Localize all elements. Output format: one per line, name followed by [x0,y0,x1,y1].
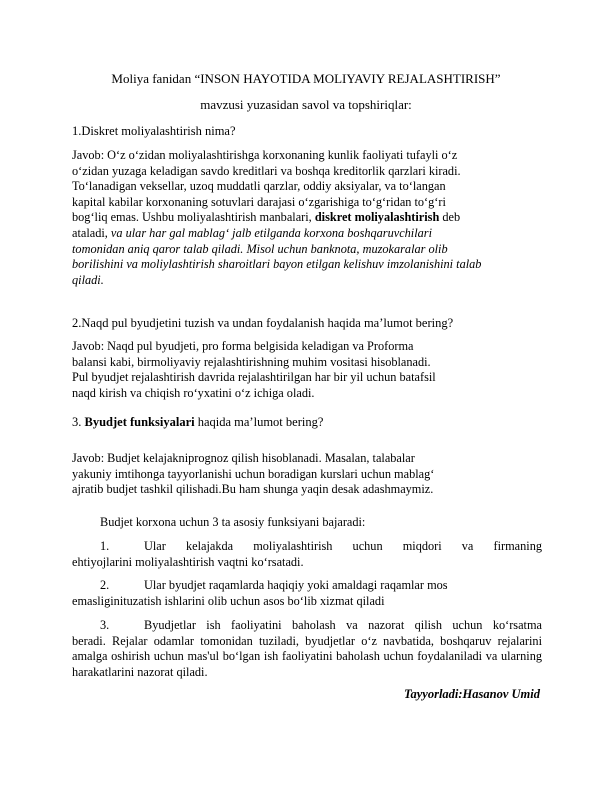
term-diskret-moliyalashtirish: diskret moliyalashtirish [314,210,440,225]
answer-3 [72,451,542,498]
answer-2-line: naqd kirish va chiqish ro‘yxatini o‘z ichiga oladi. [72,385,315,400]
answer-1-text: bog‘liq emas. Ushbu moliyalashtirish manbalari, [72,210,315,225]
answer-1-text: deb [439,210,461,225]
answer-1-italic: va ular har gal mablag‘ jalb etilganda korxona boshqaruvchilari [110,225,432,240]
answer-1-line [72,210,542,226]
answer-1-italic: qiladi. [72,272,104,287]
answer-1-line: Javob: O‘z o‘zidan moliyalashtirishga korxonaning kunlik faoliyati tufayli o‘z [72,148,458,162]
function-item-first-line [72,578,542,594]
title-line-1: Moliya fanidan “INSON HAYOTIDA MOLIYAVIY REJALASHTIRISH” [111,71,501,86]
function-item-rest: emasliginituzatish ishlarini olib uchun asos bo‘lib xizmat qiladi [72,593,385,608]
function-item-first-line [72,618,542,634]
function-item-rest: beradi. Rejalar odamlar tomonidan tuziladi, byudjetlar o‘z navbatida, boshqaruv rejalarini amalga oshirish uchun mas'ul bo‘lgan ish faoliyatini baholash uchun foydalaniladi va ularning harakatlarini nazorat qiladi. [72,633,542,679]
answer-1-line: kapital kabilar korxonaning sotuvlari darajasi o‘zgarishiga to‘g‘ridan to‘g‘ri [72,194,446,209]
function-item-first-line [72,539,542,555]
answer-3-line: Javob: Budjet kelajakniprognoz qilish hisoblanadi. Masalan, talabalar [72,451,415,465]
function-item-number: 1. [100,539,110,553]
answer-3-line: yakuniy imtihonga tayyorlanishi uchun boradigan kurslari uchun mablag‘ [72,466,435,481]
answer-1-line [72,226,542,242]
answer-1-text: ataladi, [72,225,111,240]
answer-2-line: balansi kabi, birmoliyaviy rejalashtirishning muhim vositasi hisoblanadi. [72,354,431,369]
term-byudjet-funksiyalari: Byudjet funksiyalari [84,415,195,429]
answer-1-line [72,273,542,289]
answer-2-line: Pul byudjet rejalashtirish davrida rejalashtirilgan har bir yil uchun batafsil [72,370,436,385]
function-item-1 [72,539,542,570]
function-item-3 [72,618,542,680]
functions-intro: Budjet korxona uchun 3 ta asosiy funksiyani bajaradi: [100,515,366,529]
answer-2-line: Javob: Naqd pul byudjeti, pro forma belgisida keladigan va Proforma [72,339,414,353]
answer-1-italic: borilishini va moliylashtirish sharoitlari bayon etilgan kelishuv imzolanishini talab [72,257,482,272]
function-item-text: Byudjetlar ish faoliyatini baholash va nazorat qilish uchun ko‘rsatma [144,618,542,632]
question-3-text: haqida ma’lumot bering? [194,415,324,429]
function-item-text: Ular kelajakda moliyalashtirish uchun miqdori va firmaning [144,539,542,553]
function-item-rest: ehtiyojlarini moliyalashtirish vaqtni ko‘rsatadi. [72,554,304,569]
title-line-2: mavzusi yuzasidan savol va topshiriqlar: [200,97,412,112]
question-1: 1.Diskret moliyalashtirish nima? [72,124,236,138]
answer-2 [72,339,542,401]
function-item-number: 3. [100,618,110,632]
answer-1-line [72,257,542,273]
answer-3-line: ajratib budjet tashkil qilishadi.Bu ham shunga yaqin desak adashmaymiz. [72,482,434,497]
function-item-number: 2. [100,578,110,592]
answer-1 [72,148,542,288]
author-signature: Tayyorladi:Hasanov Umid [404,687,540,701]
answer-1-line: To‘lanadigan veksellar, uzoq muddatli qarzlar, oddiy aksiyalar, va to‘langan [72,179,446,194]
question-2: 2.Naqd pul byudjetini tuzish va undan foydalanish haqida ma’lumot bering? [72,316,454,330]
answer-1-line: o‘zidan yuzaga keladigan savdo kreditlari va boshqa kreditorlik qarzlari kiradi. [72,163,461,178]
answer-1-line [72,242,542,258]
function-item-2 [72,578,542,609]
question-3-number: 3. [72,415,85,429]
function-item-text: Ular byudjet raqamlarda haqiqiy yoki amaldagi raqamlar mos [144,578,448,592]
question-3 [72,415,542,431]
answer-1-italic: tomonidan aniq qaror talab qiladi. Misol uchun banknota, muzokaralar olib [72,241,448,256]
